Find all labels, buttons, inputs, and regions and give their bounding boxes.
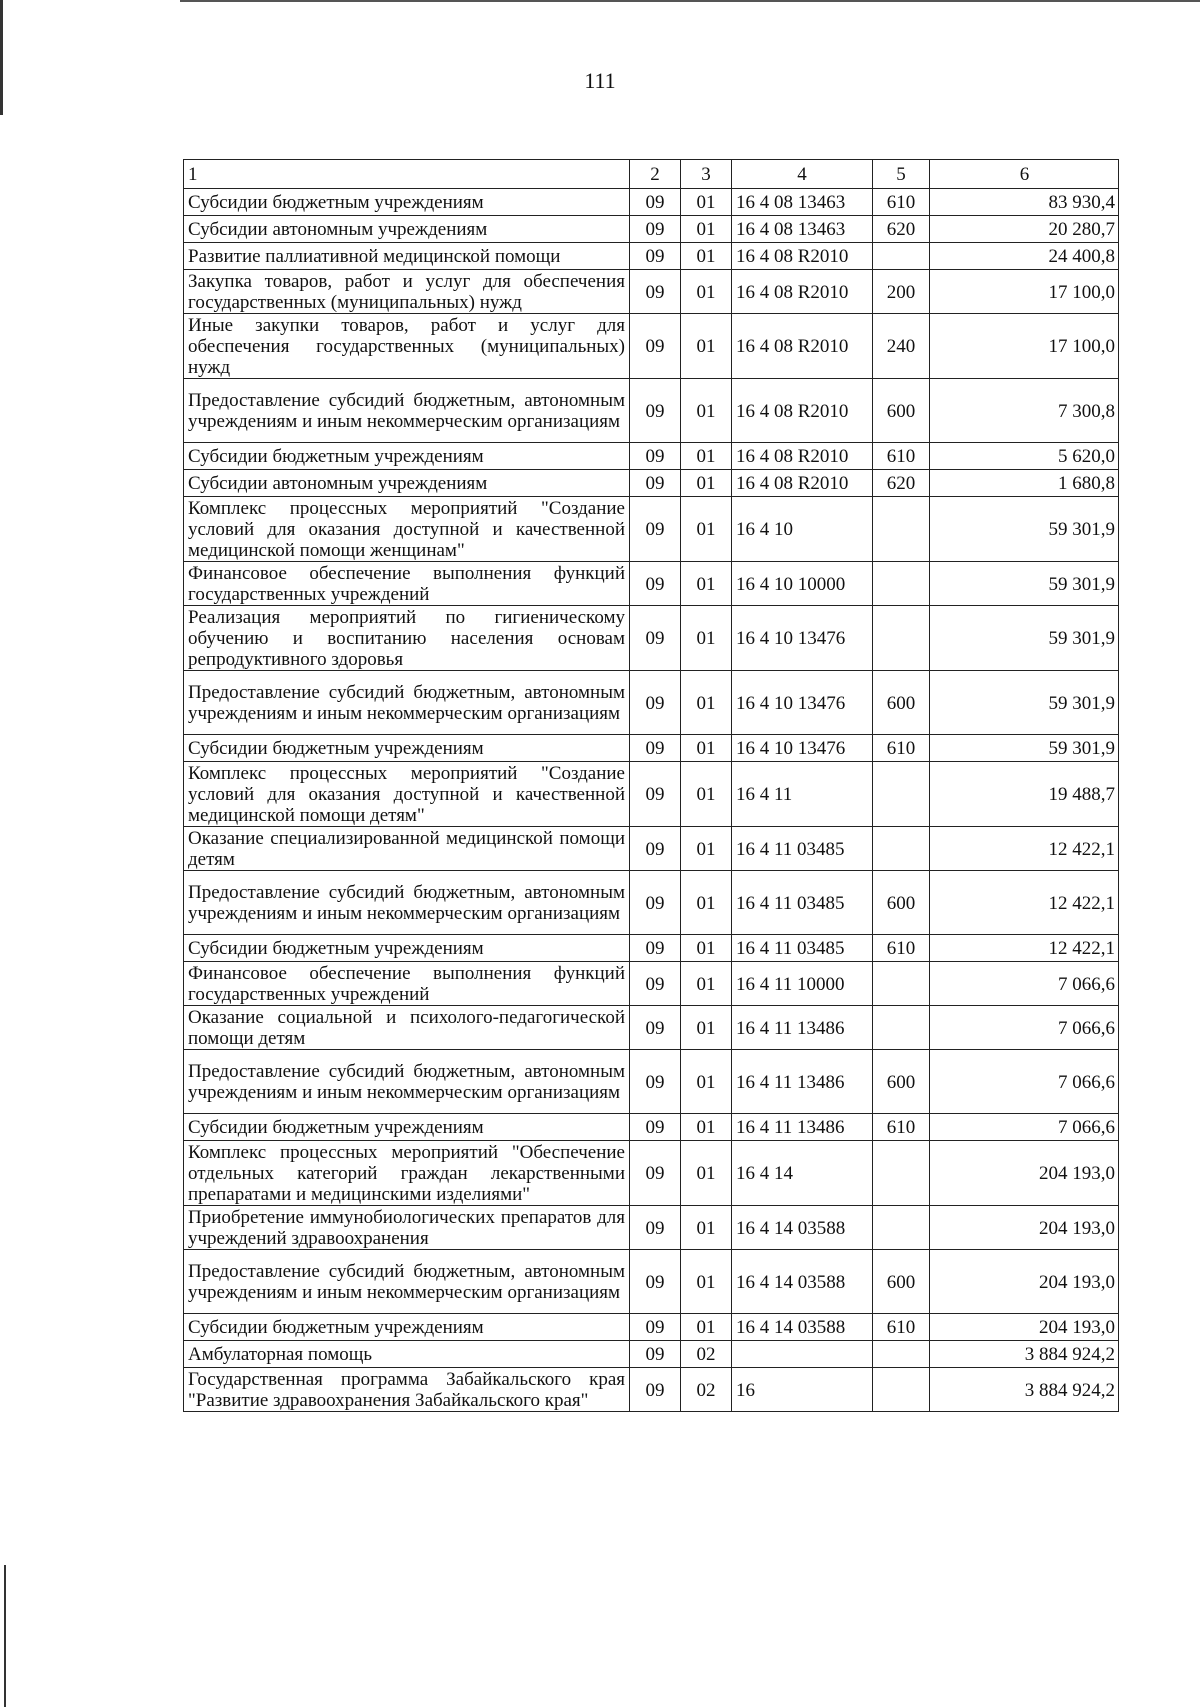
- row-subsection-cell: 01: [681, 497, 732, 562]
- row-name-cell: Субсидии бюджетным учреждениям: [184, 1114, 630, 1141]
- row-amount-cell: 3 884 924,2: [930, 1341, 1119, 1368]
- row-section-cell: 09: [630, 1368, 681, 1412]
- row-name-cell: Предоставление субсидий бюджетным, автономным учреждениям и иным некоммерческим организациям: [184, 1050, 630, 1114]
- row-amount-cell: 12 422,1: [930, 827, 1119, 871]
- row-subsection-cell: 01: [681, 243, 732, 270]
- row-subsection-cell: 01: [681, 1206, 732, 1250]
- row-name-cell: Финансовое обеспечение выполнения функций государственных учреждений: [184, 562, 630, 606]
- table-row: [184, 243, 1119, 270]
- row-subsection-cell: 01: [681, 1114, 732, 1141]
- table-row: [184, 497, 1119, 562]
- row-section-cell: 09: [630, 379, 681, 443]
- row-name-cell: Государственная программа Забайкальского края "Развитие здравоохранения Забайкальского края": [184, 1368, 630, 1412]
- table-row: [184, 935, 1119, 962]
- row-section-cell: 09: [630, 470, 681, 497]
- table-row: [184, 1141, 1119, 1206]
- row-type-cell: [873, 1141, 930, 1206]
- row-amount-cell: 1 680,8: [930, 470, 1119, 497]
- row-section-cell: 09: [630, 216, 681, 243]
- row-subsection-cell: 01: [681, 216, 732, 243]
- row-section-cell: 09: [630, 962, 681, 1006]
- row-section-cell: 09: [630, 1114, 681, 1141]
- row-name-cell: Предоставление субсидий бюджетным, автономным учреждениям и иным некоммерческим организациям: [184, 1250, 630, 1314]
- header-col-6: 6: [930, 160, 1119, 189]
- row-amount-cell: 204 193,0: [930, 1314, 1119, 1341]
- row-name-cell: Комплекс процессных мероприятий "Создание условий для оказания доступной и качественной медицинской помощи детям": [184, 762, 630, 827]
- row-amount-cell: 19 488,7: [930, 762, 1119, 827]
- row-code-cell: 16 4 14 03588: [732, 1206, 873, 1250]
- row-type-cell: 240: [873, 314, 930, 379]
- row-section-cell: 09: [630, 735, 681, 762]
- row-code-cell: 16 4 11 03485: [732, 871, 873, 935]
- row-code-cell: 16 4 10 13476: [732, 671, 873, 735]
- table-row: [184, 1314, 1119, 1341]
- row-code-cell: 16 4 08 R2010: [732, 379, 873, 443]
- row-type-cell: [873, 1341, 930, 1368]
- row-amount-cell: 204 193,0: [930, 1250, 1119, 1314]
- row-name-cell: Развитие паллиативной медицинской помощи: [184, 243, 630, 270]
- row-amount-cell: 59 301,9: [930, 735, 1119, 762]
- row-section-cell: 09: [630, 871, 681, 935]
- row-amount-cell: 59 301,9: [930, 562, 1119, 606]
- budget-table: [183, 159, 1119, 1412]
- row-subsection-cell: 01: [681, 871, 732, 935]
- row-code-cell: 16 4 11: [732, 762, 873, 827]
- row-subsection-cell: 01: [681, 671, 732, 735]
- row-amount-cell: 7 300,8: [930, 379, 1119, 443]
- row-code-cell: 16 4 08 R2010: [732, 270, 873, 314]
- row-type-cell: [873, 1206, 930, 1250]
- row-name-cell: Оказание специализированной медицинской помощи детям: [184, 827, 630, 871]
- table-row: [184, 443, 1119, 470]
- row-amount-cell: 5 620,0: [930, 443, 1119, 470]
- row-name-cell: Субсидии бюджетным учреждениям: [184, 735, 630, 762]
- row-subsection-cell: 01: [681, 1314, 732, 1341]
- row-code-cell: 16 4 14: [732, 1141, 873, 1206]
- row-name-cell: Предоставление субсидий бюджетным, автономным учреждениям и иным некоммерческим организациям: [184, 671, 630, 735]
- row-name-cell: Предоставление субсидий бюджетным, автономным учреждениям и иным некоммерческим организациям: [184, 379, 630, 443]
- header-col-1: 1: [184, 160, 630, 189]
- table-row: [184, 1114, 1119, 1141]
- row-subsection-cell: 01: [681, 962, 732, 1006]
- row-subsection-cell: 01: [681, 735, 732, 762]
- row-section-cell: 09: [630, 270, 681, 314]
- page-number: 111: [584, 68, 616, 93]
- row-code-cell: 16 4 10: [732, 497, 873, 562]
- row-code-cell: 16 4 10 13476: [732, 735, 873, 762]
- row-code-cell: 16 4 14 03588: [732, 1250, 873, 1314]
- table-row: [184, 470, 1119, 497]
- row-section-cell: 09: [630, 314, 681, 379]
- scan-edge-top: [180, 0, 1200, 2]
- table-row: [184, 827, 1119, 871]
- row-amount-cell: 59 301,9: [930, 606, 1119, 671]
- row-code-cell: 16 4 08 13463: [732, 216, 873, 243]
- row-name-cell: Комплекс процессных мероприятий "Обеспечение отдельных категорий граждан лекарственными препаратами и медицинскими изделиями": [184, 1141, 630, 1206]
- row-type-cell: [873, 562, 930, 606]
- row-type-cell: [873, 243, 930, 270]
- row-code-cell: 16 4 08 13463: [732, 189, 873, 216]
- table-row: [184, 1206, 1119, 1250]
- table-row: [184, 1368, 1119, 1412]
- row-name-cell: Реализация мероприятий по гигиеническому обучению и воспитанию населения основам репродуктивного здоровья: [184, 606, 630, 671]
- row-amount-cell: 7 066,6: [930, 1050, 1119, 1114]
- row-name-cell: Приобретение иммунобиологических препаратов для учреждений здравоохранения: [184, 1206, 630, 1250]
- scan-edge-bottom-left: [4, 1565, 6, 1707]
- row-name-cell: Предоставление субсидий бюджетным, автономным учреждениям и иным некоммерческим организациям: [184, 871, 630, 935]
- row-subsection-cell: 01: [681, 562, 732, 606]
- row-subsection-cell: 02: [681, 1341, 732, 1368]
- row-section-cell: 09: [630, 497, 681, 562]
- row-name-cell: Комплекс процессных мероприятий "Создание условий для оказания доступной и качественной медицинской помощи женщинам": [184, 497, 630, 562]
- row-type-cell: 600: [873, 671, 930, 735]
- row-type-cell: 620: [873, 216, 930, 243]
- row-section-cell: 09: [630, 1341, 681, 1368]
- table-row: [184, 962, 1119, 1006]
- row-amount-cell: 59 301,9: [930, 497, 1119, 562]
- row-subsection-cell: 01: [681, 935, 732, 962]
- row-subsection-cell: 01: [681, 762, 732, 827]
- row-amount-cell: 20 280,7: [930, 216, 1119, 243]
- header-col-2: 2: [630, 160, 681, 189]
- row-type-cell: [873, 962, 930, 1006]
- scan-edge-left: [0, 0, 3, 115]
- row-amount-cell: 7 066,6: [930, 962, 1119, 1006]
- row-name-cell: Закупка товаров, работ и услуг для обеспечения государственных (муниципальных) нужд: [184, 270, 630, 314]
- header-col-4: 4: [732, 160, 873, 189]
- row-type-cell: 610: [873, 735, 930, 762]
- row-type-cell: [873, 497, 930, 562]
- row-section-cell: 09: [630, 671, 681, 735]
- row-subsection-cell: 02: [681, 1368, 732, 1412]
- row-type-cell: 620: [873, 470, 930, 497]
- row-amount-cell: 204 193,0: [930, 1206, 1119, 1250]
- row-section-cell: 09: [630, 1141, 681, 1206]
- table-row: [184, 762, 1119, 827]
- table-row: [184, 735, 1119, 762]
- table-header-row: [184, 160, 1119, 189]
- table-row: [184, 606, 1119, 671]
- table-row: [184, 189, 1119, 216]
- row-code-cell: 16 4 08 R2010: [732, 243, 873, 270]
- table-body: [184, 189, 1119, 1412]
- row-type-cell: [873, 827, 930, 871]
- row-code-cell: 16 4 11 13486: [732, 1050, 873, 1114]
- row-type-cell: 600: [873, 1250, 930, 1314]
- row-subsection-cell: 01: [681, 606, 732, 671]
- row-type-cell: [873, 762, 930, 827]
- row-type-cell: 610: [873, 1314, 930, 1341]
- row-code-cell: 16 4 11 10000: [732, 962, 873, 1006]
- row-amount-cell: 17 100,0: [930, 314, 1119, 379]
- row-section-cell: 09: [630, 243, 681, 270]
- row-section-cell: 09: [630, 189, 681, 216]
- table-row: [184, 270, 1119, 314]
- row-subsection-cell: 01: [681, 379, 732, 443]
- row-section-cell: 09: [630, 562, 681, 606]
- table-row: [184, 1006, 1119, 1050]
- header-col-3: 3: [681, 160, 732, 189]
- row-section-cell: 09: [630, 762, 681, 827]
- row-name-cell: Субсидии бюджетным учреждениям: [184, 189, 630, 216]
- row-name-cell: Оказание социальной и психолого-педагогической помощи детям: [184, 1006, 630, 1050]
- row-code-cell: 16 4 08 R2010: [732, 314, 873, 379]
- row-amount-cell: 24 400,8: [930, 243, 1119, 270]
- row-type-cell: [873, 606, 930, 671]
- row-type-cell: [873, 1368, 930, 1412]
- row-type-cell: 610: [873, 1114, 930, 1141]
- row-name-cell: Субсидии автономным учреждениям: [184, 470, 630, 497]
- table-row: [184, 1341, 1119, 1368]
- row-subsection-cell: 01: [681, 470, 732, 497]
- row-subsection-cell: 01: [681, 189, 732, 216]
- row-subsection-cell: 01: [681, 270, 732, 314]
- row-name-cell: Финансовое обеспечение выполнения функций государственных учреждений: [184, 962, 630, 1006]
- table-row: [184, 314, 1119, 379]
- row-code-cell: 16 4 11 13486: [732, 1006, 873, 1050]
- row-name-cell: Субсидии бюджетным учреждениям: [184, 1314, 630, 1341]
- row-type-cell: 610: [873, 935, 930, 962]
- row-code-cell: 16 4 10 13476: [732, 606, 873, 671]
- row-code-cell: 16 4 14 03588: [732, 1314, 873, 1341]
- row-type-cell: 600: [873, 1050, 930, 1114]
- row-amount-cell: 17 100,0: [930, 270, 1119, 314]
- row-name-cell: Субсидии бюджетным учреждениям: [184, 935, 630, 962]
- row-amount-cell: 3 884 924,2: [930, 1368, 1119, 1412]
- row-subsection-cell: 01: [681, 1006, 732, 1050]
- row-code-cell: 16 4 10 10000: [732, 562, 873, 606]
- row-section-cell: 09: [630, 827, 681, 871]
- row-type-cell: 610: [873, 189, 930, 216]
- row-amount-cell: 12 422,1: [930, 935, 1119, 962]
- table-row: [184, 216, 1119, 243]
- row-subsection-cell: 01: [681, 827, 732, 871]
- row-code-cell: 16 4 08 R2010: [732, 443, 873, 470]
- row-section-cell: 09: [630, 1050, 681, 1114]
- row-name-cell: Субсидии бюджетным учреждениям: [184, 443, 630, 470]
- table-row: [184, 1050, 1119, 1114]
- table-row: [184, 671, 1119, 735]
- row-code-cell: 16: [732, 1368, 873, 1412]
- row-code-cell: 16 4 11 03485: [732, 827, 873, 871]
- row-name-cell: Субсидии автономным учреждениям: [184, 216, 630, 243]
- row-section-cell: 09: [630, 935, 681, 962]
- row-code-cell: [732, 1341, 873, 1368]
- row-subsection-cell: 01: [681, 1141, 732, 1206]
- row-section-cell: 09: [630, 1006, 681, 1050]
- table-row: [184, 1250, 1119, 1314]
- row-subsection-cell: 01: [681, 443, 732, 470]
- row-type-cell: 200: [873, 270, 930, 314]
- row-section-cell: 09: [630, 606, 681, 671]
- row-section-cell: 09: [630, 1250, 681, 1314]
- row-type-cell: 600: [873, 379, 930, 443]
- row-type-cell: [873, 1006, 930, 1050]
- table-row: [184, 871, 1119, 935]
- row-type-cell: 610: [873, 443, 930, 470]
- row-amount-cell: 83 930,4: [930, 189, 1119, 216]
- row-name-cell: Иные закупки товаров, работ и услуг для обеспечения государственных (муниципальных) нужд: [184, 314, 630, 379]
- row-section-cell: 09: [630, 1206, 681, 1250]
- row-amount-cell: 59 301,9: [930, 671, 1119, 735]
- row-section-cell: 09: [630, 443, 681, 470]
- header-col-5: 5: [873, 160, 930, 189]
- row-type-cell: 600: [873, 871, 930, 935]
- row-code-cell: 16 4 11 03485: [732, 935, 873, 962]
- row-subsection-cell: 01: [681, 314, 732, 379]
- row-section-cell: 09: [630, 1314, 681, 1341]
- row-code-cell: 16 4 11 13486: [732, 1114, 873, 1141]
- row-amount-cell: 7 066,6: [930, 1114, 1119, 1141]
- table-row: [184, 562, 1119, 606]
- table-row: [184, 379, 1119, 443]
- row-subsection-cell: 01: [681, 1050, 732, 1114]
- budget-table-container: [183, 159, 1118, 1412]
- row-subsection-cell: 01: [681, 1250, 732, 1314]
- row-amount-cell: 12 422,1: [930, 871, 1119, 935]
- row-amount-cell: 7 066,6: [930, 1006, 1119, 1050]
- row-amount-cell: 204 193,0: [930, 1141, 1119, 1206]
- row-code-cell: 16 4 08 R2010: [732, 470, 873, 497]
- row-name-cell: Амбулаторная помощь: [184, 1341, 630, 1368]
